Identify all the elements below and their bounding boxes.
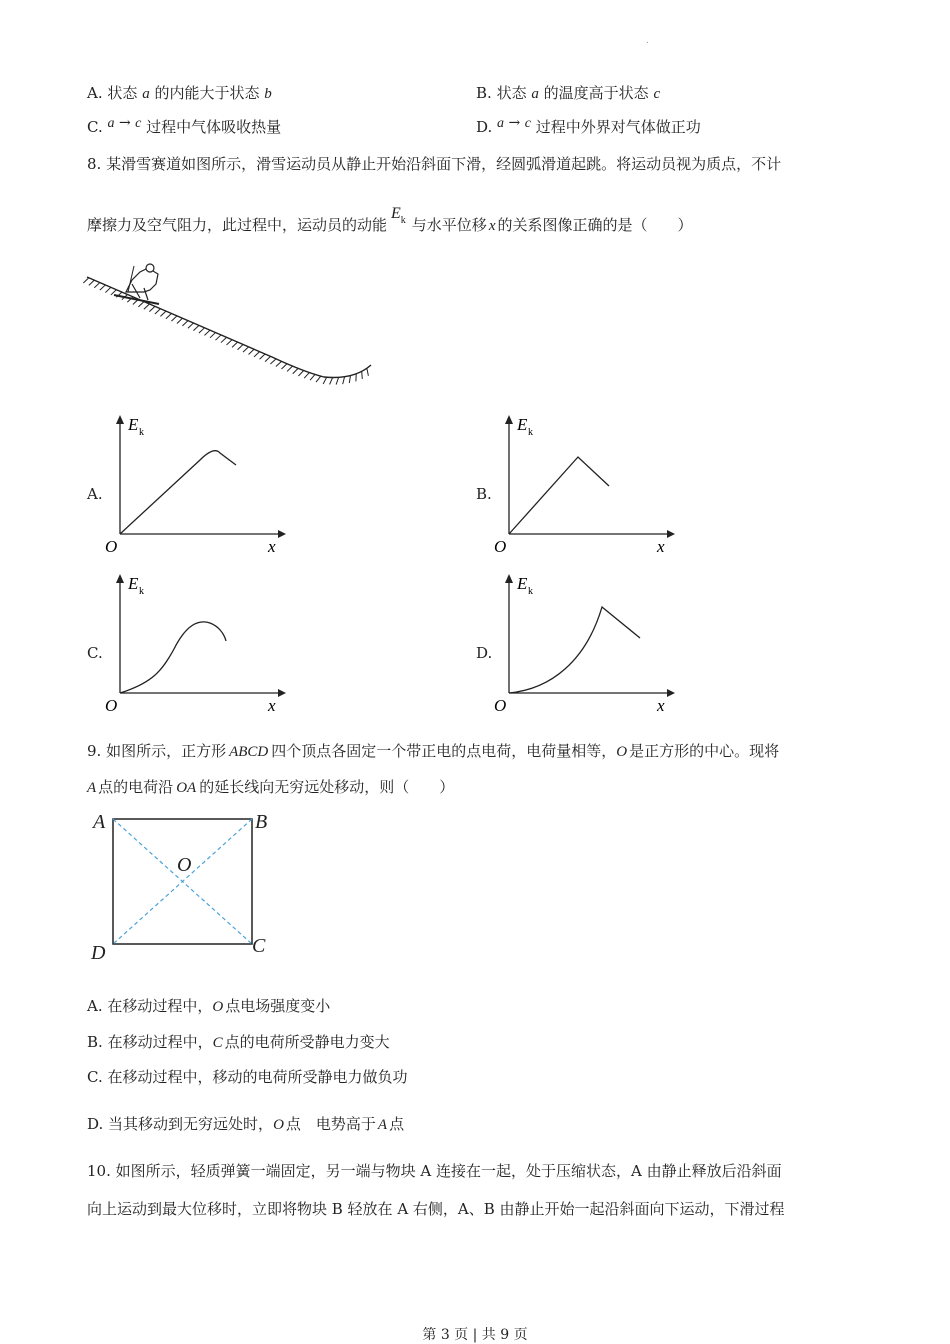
q9-stem-line2: A 点的电荷沿 OA 的延长线向无穷远处移动，则（ ） bbox=[87, 778, 455, 796]
graph-a-label: A. bbox=[87, 485, 103, 503]
q9-option-a: A. 在移动过程中，O 点电场强度变小 bbox=[87, 997, 331, 1015]
graph-c-label: C. bbox=[87, 644, 103, 662]
vertex-d: D bbox=[91, 942, 106, 964]
ski-slope-figure bbox=[84, 262, 384, 397]
graph-b-origin: O bbox=[494, 537, 507, 556]
graph-b-ylabel-sub: k bbox=[528, 427, 533, 438]
vertex-b: B bbox=[255, 811, 268, 833]
graph-d-curve bbox=[509, 607, 640, 693]
q9-option-c: C. 在移动过程中，移动的电荷所受静电力做负功 bbox=[87, 1068, 408, 1086]
graph-b-ylabel: E bbox=[517, 415, 528, 434]
graph-b-curve bbox=[509, 457, 609, 534]
graph-c-curve bbox=[120, 622, 226, 693]
page-footer: 第 3 页 | 共 9 页 bbox=[422, 1327, 528, 1343]
q9-option-b: B. 在移动过程中，C 点的电荷所受静电力变大 bbox=[87, 1033, 390, 1051]
q7-option-c: C. a → c 过程中气体吸收热量 bbox=[87, 115, 282, 136]
q7-option-b: B. 状态 a 的温度高于状态 c bbox=[476, 84, 661, 102]
vertex-c: C bbox=[252, 935, 266, 957]
graph-c-ylabel: E bbox=[128, 574, 139, 593]
q8-stem-line2: 摩擦力及空气阻力，此过程中，运动员的动能$E_k$ 与水平位移 x 的关系图像正确的是（ ） bbox=[87, 205, 693, 234]
header-mark: . bbox=[646, 36, 649, 46]
graph-c-ylabel-sub: k bbox=[139, 586, 144, 597]
center-o: O bbox=[177, 854, 192, 876]
q10-stem-line2: 向上运动到最大位移时，立即将物块 B 轻放在 A 右侧，A、B 由静止开始一起沿斜面向下运动，下滑过程 bbox=[87, 1200, 785, 1218]
q9-stem-line1: 9. 如图所示，正方形 ABCD 四个顶点各固定一个带正电的点电荷，电荷量相等，O 是正方形的中心。现将 bbox=[87, 742, 780, 760]
graph-d-ylabel-sub: k bbox=[528, 586, 533, 597]
graph-a-ylabel-sub: k bbox=[139, 427, 144, 438]
graph-d-xlabel: x bbox=[657, 696, 665, 715]
graph-d-ylabel: E bbox=[517, 574, 528, 593]
vertex-a: A bbox=[93, 811, 106, 833]
graph-b-xlabel: x bbox=[657, 537, 665, 556]
q7-option-d: D. a → c 过程中外界对气体做正功 bbox=[476, 115, 701, 136]
graph-c-origin: O bbox=[105, 696, 118, 715]
graph-a-xlabel: x bbox=[268, 537, 276, 556]
graph-c-xlabel: x bbox=[268, 696, 276, 715]
q9-option-d: D. 当其移动到无穷远处时，O 点 电势高于 A 点 bbox=[87, 1115, 405, 1133]
graph-a-curve bbox=[120, 451, 236, 534]
graph-a-origin: O bbox=[105, 537, 118, 556]
graph-d-origin: O bbox=[494, 696, 507, 715]
graph-a-ylabel: E bbox=[128, 415, 139, 434]
graph-b-label: B. bbox=[476, 485, 492, 503]
q7-option-a: A. 状态 a 的内能大于状态 b bbox=[87, 84, 272, 102]
q8-stem-line1: 8. 某滑雪赛道如图所示，滑雪运动员从静止开始沿斜面下滑，经圆弧滑道起跳。将运动员视为质点，不计 bbox=[87, 155, 782, 173]
square-abcd-figure bbox=[88, 806, 288, 966]
graph-d-label: D. bbox=[476, 644, 493, 662]
q10-stem-line1: 10. 如图所示，轻质弹簧一端固定，另一端与物块 A 连接在一起，处于压缩状态，A 由静止释放后沿斜面 bbox=[87, 1162, 782, 1180]
